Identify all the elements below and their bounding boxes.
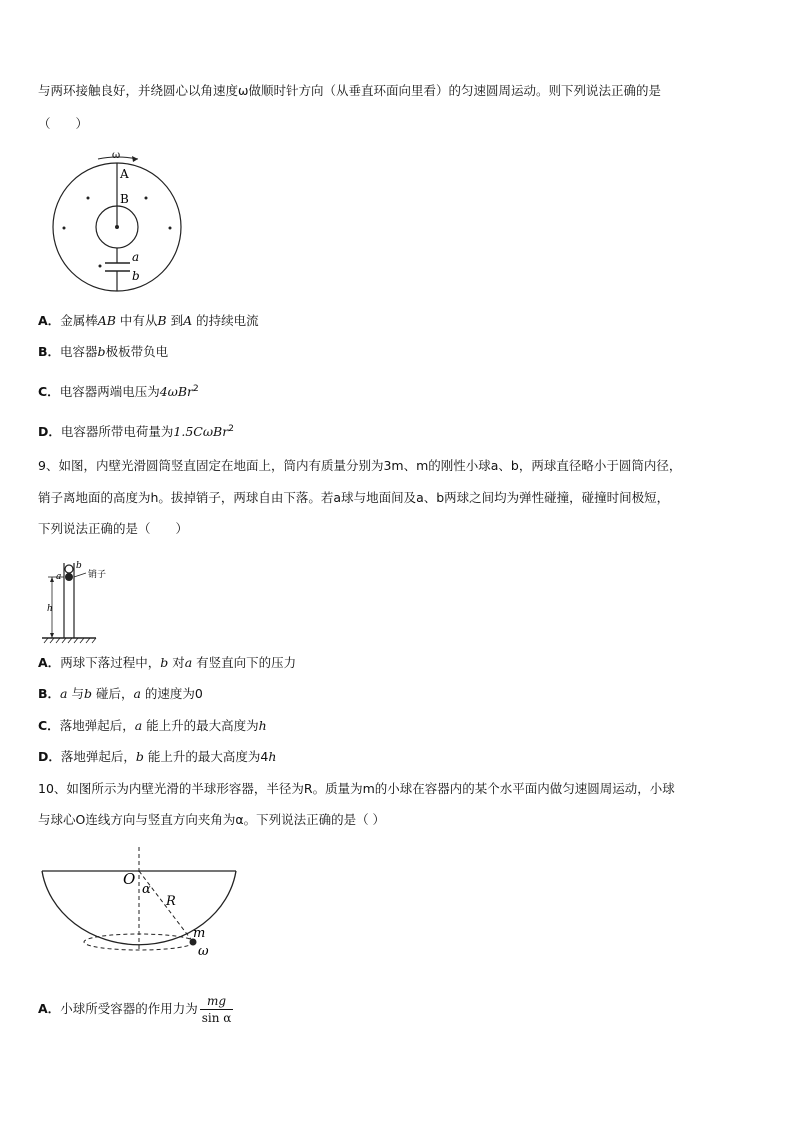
force-fraction: $\frac{mg}{\text{sin α}}$: [201, 994, 232, 1025]
q8-stem-line1: 与两环接触良好，并绕圆心以角速度ω做顺时针方向（从垂直环面向里看）的匀速圆周运动。则下列说法正确的是: [38, 83, 661, 98]
label-b: b: [132, 269, 140, 283]
q9-option-a: A．两球下落过程中，b 对a 有竖直向下的压力: [38, 655, 297, 670]
label-h: h: [47, 604, 53, 614]
q10-stem-line1: 10、如图所示为内壁光滑的半球形容器，半径为R。质量为m的小球在容器内的某个水平面内做匀速圆周运动，小球: [38, 781, 675, 796]
label-alpha: α: [142, 882, 151, 897]
q9-option-c: C．落地弹起后，a 能上升的最大高度为h: [38, 718, 267, 733]
label-A: A: [120, 167, 129, 181]
q9-stem-line1: 9、如图，内壁光滑圆筒竖直固定在地面上，筒内有质量分别为3m、m的刚性小球a、b，两球直径略小于圆筒内径，: [38, 458, 682, 473]
q8-stem-line2: （ ）: [38, 116, 89, 131]
q8-option-c: C．电容器两端电压为4ωBr$^2$: [38, 384, 199, 400]
label-m: m: [193, 926, 206, 941]
label-R: R: [166, 894, 176, 909]
label-a: a: [56, 572, 62, 582]
q9-stem-line2: 销子离地面的高度为h。拔掉销子，两球自由下落。若a球与地面间及a、b两球之间均为弹性碰撞，碰撞时间极短，: [38, 490, 670, 505]
q9-option-b: B．a 与b 碰后，a 的速度为0: [38, 686, 203, 701]
q10-stem-line2: 与球心O连线方向与竖直方向夹角为α。下列说法正确的是（ ）: [38, 812, 386, 827]
q8-ring-figure: [50, 145, 190, 295]
q9-stem-line3: 下列说法正确的是（ ）: [38, 521, 189, 536]
q8-option-a: A．金属棒AB 中有从B 到A 的持续电流: [38, 313, 259, 328]
label-O: O: [123, 870, 136, 888]
omega-label: ω: [112, 150, 121, 161]
q9-option-d: D．落地弹起后，b 能上升的最大高度为4h: [38, 749, 277, 764]
pin-label: 销子: [88, 570, 107, 580]
q8-option-d: D．电容器所带电荷量为1.5CωBr$^2$: [38, 424, 234, 440]
q8-option-b: B．电容器b极板带负电: [38, 344, 169, 359]
label-a: a: [132, 250, 140, 264]
label-B: B: [120, 192, 129, 206]
label-omega: ω: [198, 944, 209, 959]
q10-bowl-figure: [38, 845, 248, 965]
q10-option-a: A．小球所受容器的作用力为 $\frac{mg}{\text{sin α}}$: [38, 994, 232, 1025]
q9-tube-figure: [38, 555, 138, 645]
label-b: b: [76, 561, 82, 571]
